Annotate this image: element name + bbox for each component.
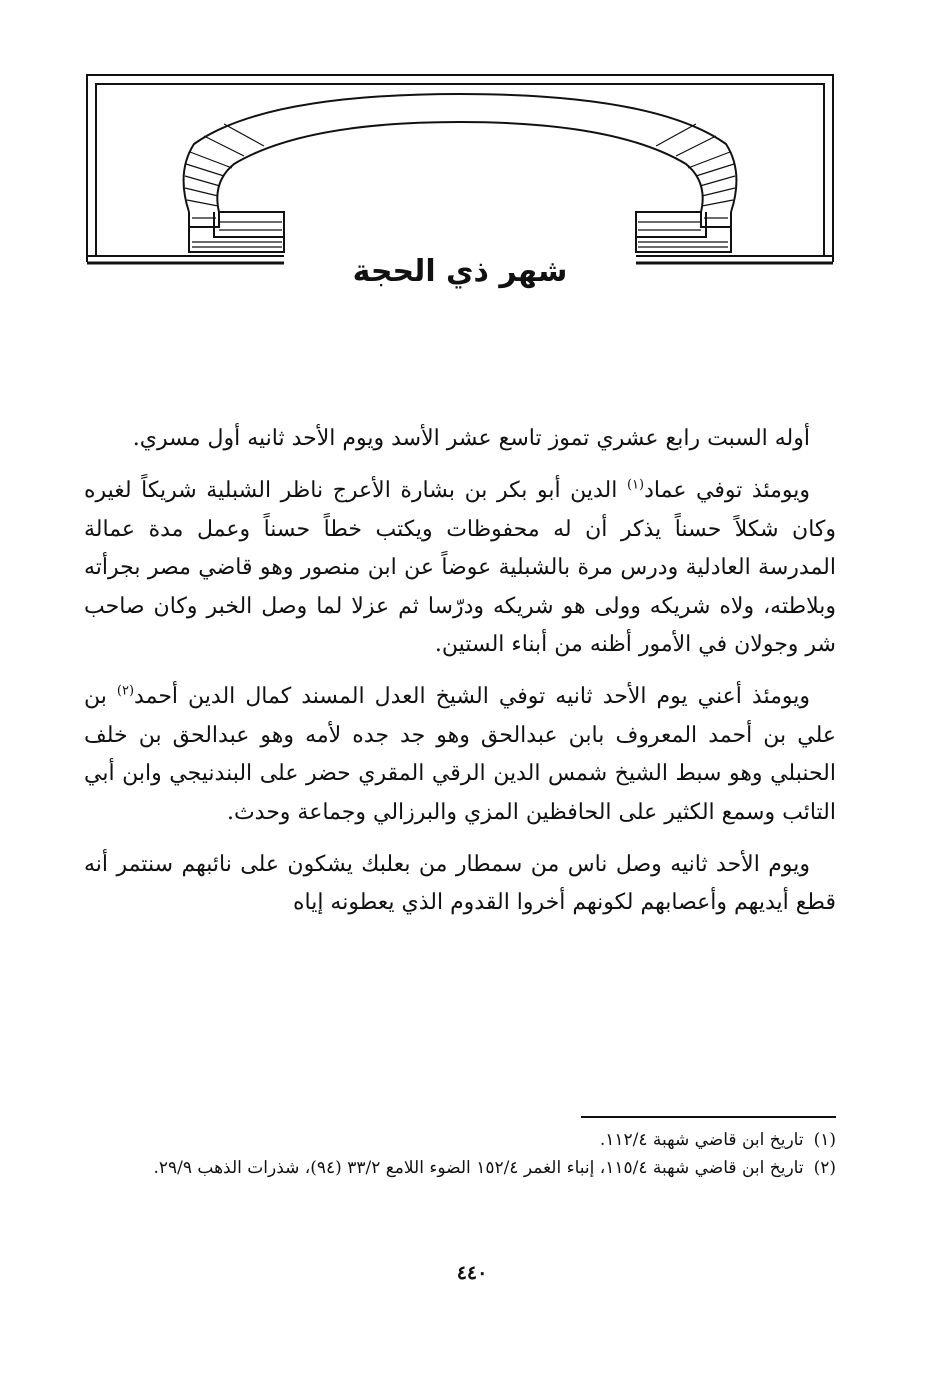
footnote-ref[interactable]: (١) [626,478,645,494]
paragraph [84,678,836,832]
footnote-ref[interactable]: (٢) [116,684,135,700]
paragraph-text: ويوم الأحد ثانيه وصل ناس من سمطار من بعلبك يشكون على نائبهم سنتمر أنه قطع أيديهم وأعصابهم لكونهم أخروا القدوم الذي يعطونه إياه [84,852,836,916]
paragraph [84,846,836,923]
paragraph-text: ويومئذ توفي عماد [644,478,810,504]
paragraph [84,420,836,458]
paragraph-text: ويومئذ أعني يوم الأحد ثانيه توفي الشيخ العدل المسند كمال الدين أحمد [134,684,810,710]
paragraph-text: الدين أبو بكر بن بشارة الأعرج ناظر الشبلية شريكاً لغيره وكان شكلاً حسناً يذكر أن له محفوظات ويكتب خطاً حسناً وعمل مدة عمالة المدرسة العادلية ودرس مرة بالشبلية عوضاً عن ابن منصور وهو قاضي مصر بجرأته وبلاطته، ولاه شريكه وولى هو شريكه ودرّسا ثم عزلا لما وصل الخبر وكان صاحب شر وجولان في الأمور أظنه من أبناء الستين. [84,478,836,658]
footnote-text: تاريخ ابن قاضي شهبة ١١٥/٤، إنباء الغمر ١٥٢/٤ الضوء اللامع ٣٣/٢ (٩٤)، شذرات الذهب ٢٩/٩. [153,1158,804,1178]
page-number: ٤٤٠ [456,1262,488,1284]
paragraph-text: أوله السبت رابع عشري تموز تاسع عشر الأسد ويوم الأحد ثانيه أول مسري. [132,426,810,451]
main-text [84,420,836,937]
chapter-header-ornament [84,72,836,272]
paragraph-text: بن علي بن أحمد المعروف بابن عبدالحق وهو جد جده لأمه وهو عبدالحق بن خلف الحنبلي وهو سبط الشيخ شمس الدين الرقي المقري حضر على البندنيجي وابن أبي التائب وسمع الكثير على الحافظين المزي والبرزالي وجماعة وحدث. [84,684,836,825]
footnote [100,1126,836,1154]
footnote-divider [581,1116,836,1119]
footnote-text: تاريخ ابن قاضي شهبة ١١٢/٤. [599,1130,804,1150]
footnote-number: (٢) [813,1158,836,1178]
footnote [100,1154,836,1182]
footnote-number: (١) [813,1130,836,1150]
paragraph [84,472,836,664]
footnotes [100,1126,836,1182]
chapter-title: شهر ذي الحجة [352,254,568,289]
